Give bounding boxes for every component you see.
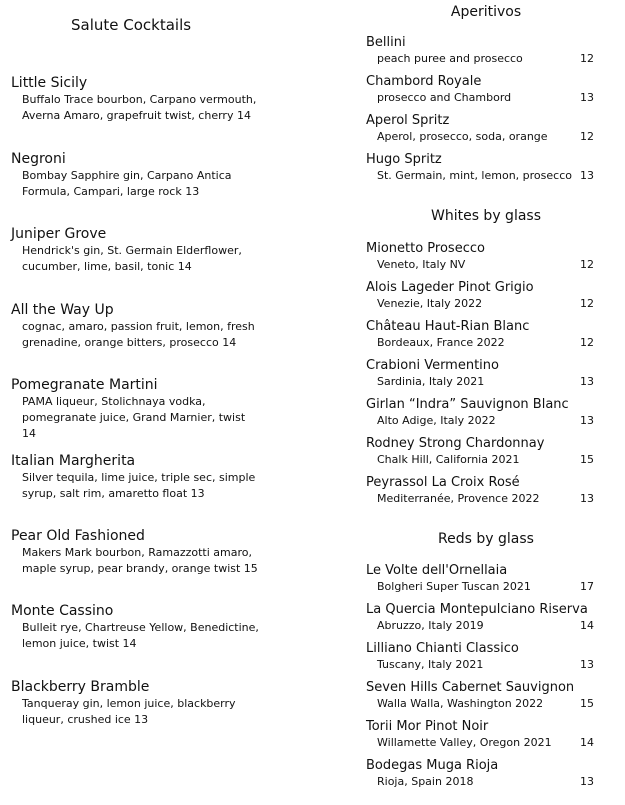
cocktail-description: Tanqueray gin, lemon juice, blackberry liqueur, crushed ice 13 — [22, 697, 236, 726]
drink-price: 14 — [580, 619, 594, 632]
drink-description: Chalk Hill, California 2021 — [377, 453, 520, 466]
white-wine-item — [366, 435, 606, 467]
cocktail-item — [11, 225, 341, 275]
drink-name: La Quercia Montepulciano Riserva — [366, 602, 588, 617]
drink-name: Alois Lageder Pinot Grigio — [366, 280, 534, 295]
drink-price: 13 — [580, 169, 594, 182]
drink-name: Chambord Royale — [366, 74, 482, 89]
drink-description: Bordeaux, France 2022 — [377, 336, 505, 349]
drink-name: Seven Hills Cabernet Sauvignon — [366, 680, 575, 695]
cocktail-item — [11, 74, 341, 124]
drink-description: St. Germain, mint, lemon, prosecco — [377, 169, 572, 182]
aperitivos-title: Aperitivos — [450, 4, 522, 20]
cocktail-name: Monte Cassino — [11, 603, 114, 619]
aperitivo-item — [366, 73, 606, 105]
cocktail-description: Hendrick's gin, St. Germain Elderflower, cucumber, lime, basil, tonic 14 — [22, 244, 242, 273]
red-wine-item — [366, 640, 606, 672]
drink-price: 13 — [580, 91, 594, 104]
red-wine-item — [366, 562, 606, 594]
red-wine-item — [366, 718, 606, 750]
drink-name: Rodney Strong Chardonnay — [366, 436, 545, 451]
white-wine-item — [366, 474, 606, 506]
drink-name: Bodegas Muga Rioja — [366, 758, 499, 773]
drink-price: 13 — [580, 414, 594, 427]
drink-price: 12 — [580, 130, 594, 143]
drink-price: 17 — [580, 580, 594, 593]
cocktail-item — [11, 452, 341, 502]
cocktail-item — [11, 678, 341, 728]
aperitivo-item — [366, 112, 606, 144]
red-wine-item — [366, 601, 606, 633]
white-wine-item — [366, 357, 606, 389]
cocktail-item — [11, 602, 341, 652]
drink-name: Château Haut-Rian Blanc — [366, 319, 530, 334]
drink-description: Veneto, Italy NV — [377, 258, 466, 271]
drink-name: Le Volte dell'Ornellaia — [366, 563, 508, 578]
cocktail-item — [11, 150, 341, 200]
cocktail-name: Juniper Grove — [11, 226, 107, 242]
drink-description: prosecco and Chambord — [377, 91, 512, 104]
aperitivo-item — [366, 34, 606, 66]
drink-description: Rioja, Spain 2018 — [377, 775, 474, 788]
drink-name: Bellini — [366, 35, 406, 50]
cocktail-name: Pear Old Fashioned — [11, 528, 145, 544]
cocktail-name: All the Way Up — [11, 302, 114, 318]
drink-price: 12 — [580, 52, 594, 65]
drink-description: Venezie, Italy 2022 — [377, 297, 483, 310]
drink-description: Bolgheri Super Tuscan 2021 — [377, 580, 531, 593]
aperitivo-item — [366, 151, 606, 183]
drink-name: Torii Mor Pinot Noir — [366, 719, 489, 734]
cocktail-name: Blackberry Bramble — [11, 679, 150, 695]
drink-price: 13 — [580, 492, 594, 505]
drink-name: Crabioni Vermentino — [366, 358, 499, 373]
drink-name: Lilliano Chianti Classico — [366, 641, 519, 656]
whites-title: Whites by glass — [430, 208, 542, 224]
white-wine-item — [366, 318, 606, 350]
red-wine-item — [366, 679, 606, 711]
drink-price: 13 — [580, 658, 594, 671]
cocktail-description: Bombay Sapphire gin, Carpano Antica Formula, Campari, large rock 13 — [22, 169, 232, 198]
drink-description: Tuscany, Italy 2021 — [377, 658, 484, 671]
red-wine-item — [366, 757, 606, 789]
cocktail-description: PAMA liqueur, Stolichnaya vodka, pomegranate juice, Grand Marnier, twist 14 — [22, 395, 246, 440]
cocktail-item — [11, 527, 341, 577]
drink-name: Peyrassol La Croix Rosé — [366, 475, 520, 490]
drink-description: Aperol, prosecco, soda, orange — [377, 130, 548, 143]
cocktail-item — [11, 376, 341, 442]
drink-price: 15 — [580, 697, 594, 710]
drink-price: 15 — [580, 453, 594, 466]
cocktail-description: Buffalo Trace bourbon, Carpano vermouth, Averna Amaro, grapefruit twist, cherry 14 — [22, 93, 257, 122]
cocktail-item — [11, 301, 341, 351]
drink-price: 13 — [580, 775, 594, 788]
cocktail-name: Negroni — [11, 151, 66, 167]
drink-description: Sardinia, Italy 2021 — [377, 375, 485, 388]
drink-description: Walla Walla, Washington 2022 — [377, 697, 544, 710]
cocktail-description: cognac, amaro, passion fruit, lemon, fresh grenadine, orange bitters, prosecco 14 — [22, 320, 255, 349]
cocktail-name: Pomegranate Martini — [11, 377, 158, 393]
drink-name: Girlan “Indra” Sauvignon Blanc — [366, 397, 569, 412]
drink-name: Mionetto Prosecco — [366, 241, 485, 256]
drink-price: 12 — [580, 258, 594, 271]
drink-price: 12 — [580, 336, 594, 349]
cocktail-name: Italian Margherita — [11, 453, 136, 469]
white-wine-item — [366, 279, 606, 311]
drink-price: 12 — [580, 297, 594, 310]
drink-name: Hugo Spritz — [366, 152, 442, 167]
drink-name: Aperol Spritz — [366, 113, 450, 128]
drink-description: peach puree and prosecco — [377, 52, 523, 65]
cocktail-description: Makers Mark bourbon, Ramazzotti amaro, maple syrup, pear brandy, orange twist 15 — [22, 546, 258, 575]
white-wine-item — [366, 396, 606, 428]
cocktail-description: Silver tequila, lime juice, triple sec, simple syrup, salt rim, amaretto float 13 — [22, 471, 256, 500]
drink-description: Alto Adige, Italy 2022 — [377, 414, 496, 427]
drink-description: Willamette Valley, Oregon 2021 — [377, 736, 552, 749]
drink-price: 13 — [580, 375, 594, 388]
reds-title: Reds by glass — [438, 531, 534, 547]
drink-description: Abruzzo, Italy 2019 — [377, 619, 484, 632]
cocktail-description: Bulleit rye, Chartreuse Yellow, Benedictine, lemon juice, twist 14 — [22, 621, 259, 650]
drink-description: Mediterranée, Provence 2022 — [377, 492, 540, 505]
white-wine-item — [366, 240, 606, 272]
cocktail-name: Little Sicily — [11, 75, 88, 91]
cocktails-title: Salute Cocktails — [71, 16, 192, 34]
drink-price: 14 — [580, 736, 594, 749]
